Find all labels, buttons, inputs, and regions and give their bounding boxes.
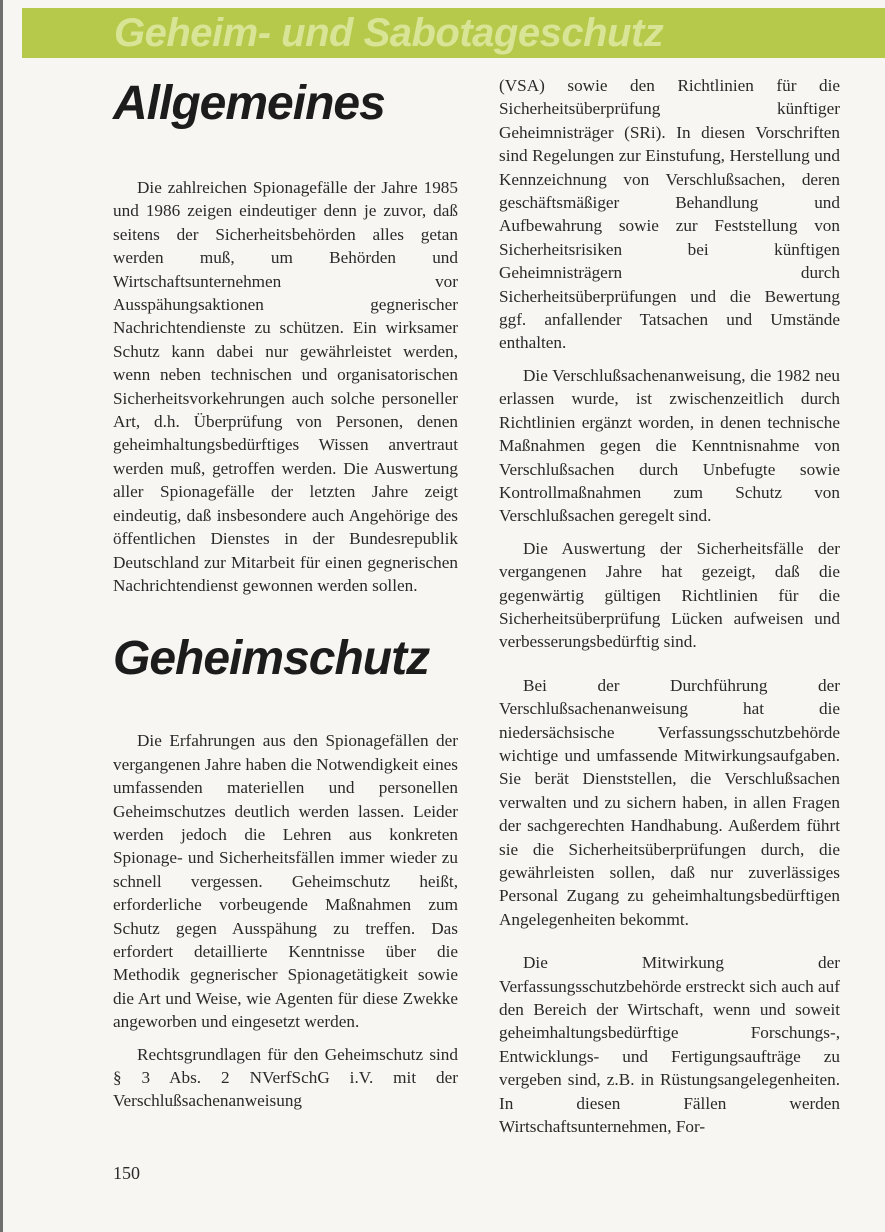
paragraph: Rechtsgrundlagen für den Geheimschutz sind § 3 Abs. 2 NVerfSchG i.V. mit der Verschlußsachenanweisung bbox=[113, 1044, 458, 1111]
paragraph: Die zahlreichen Spionagefälle der Jahre 1985 und 1986 zeigen eindeutiger denn je zuvor, daß seitens der Sicherheitsbehörden alles getan werden muß, um Behörden und Wirtschaftsunternehmen vor Ausspähungsaktionen gegnerischer Nachrichtendienste zu schützen. Ein wirksamer Schutz kann dabei nur gewährleistet werden, wenn neben technischen und organisatorischen Sicherheitsvorkehrungen auch solche personeller Art, d.h. Überprüfung von Personen, denen geheimhaltungsbedürftiges Wissen anvertraut werden muß, getroffen werden. Die Auswertung aller Spionagefälle der letzten Jahre zeigt eindeutig, daß insbesondere auch Angehörige des öffentlichen Dienstes in der Bundesrepublik Deutschland zur Mitarbeit für einen gegnerischen Nachrichtendienst gewonnen werden sollen. bbox=[113, 178, 458, 595]
paragraph: Die Auswertung der Sicherheitsfälle der vergangenen Jahre hat gezeigt, daß die gegenwärtig gültigen Richtlinien für die Sicherheitsüberprüfung Lücken aufweisen und verbesserungsbedürftig sind. bbox=[499, 538, 840, 652]
page-number: 150 bbox=[113, 1163, 140, 1183]
paragraph: Bei der Durchführung der Verschlußsachenanweisung hat die niedersächsische Verfassungsschutzbehörde wichtige und umfassende Mitwirkungsaufgaben. Sie berät Dienststellen, die Verschlußsachen verwalten und zu sichern haben, in allen Fragen der sachgerechten Handhabung. Außerdem führt sie die Sicherheitsüberprüfungen durch, die gewährleisten sollen, daß nur zuverlässiges Personal Zugang zu geheimhaltungsbedürftigen Angelegenheiten bekommt. bbox=[499, 675, 840, 929]
section-title: Geheim- und Sabotageschutz bbox=[114, 11, 664, 55]
left-column bbox=[113, 70, 458, 1113]
heading-geheimschutz: Geheimschutz bbox=[113, 632, 430, 686]
paragraph: Die Verschlußsachenanweisung, die 1982 neu erlassen wurde, ist zwischenzeitlich durch Richtlinien ergänzt worden, in denen technische Maßnahmen gegen die Kenntnisnahme von Verschlußsachen durch Unbefugte sowie Kontrollmaßnahmen zum Schutz von Verschlußsachen geregelt sind. bbox=[499, 365, 840, 526]
page-edge bbox=[0, 0, 3, 1232]
paragraph: (VSA) sowie den Richtlinien für die Sicherheitsüberprüfung künftiger Geheimnisträger (SRi). In diesen Vorschriften sind Regelungen zur Einstufung, Herstellung und Kennzeichnung von Verschlußsachen, deren geschäftsmäßiger Behandlung und Aufbewahrung sowie zur Feststellung von Sicherheitsrisiken bei künftigen Geheimnisträgern durch Sicherheitsüberprüfungen und die Bewertung ggf. anfallender Tatsachen und Umstände enthalten. bbox=[499, 76, 840, 353]
paragraph: Die Mitwirkung der Verfassungsschutzbehörde erstreckt sich auch auf den Bereich der Wirtschaft, wenn und soweit geheimhaltungsbedürftige Forschungs-, Entwicklungs- und Fertigungsaufträge zu vergeben sind, z.B. in Rüstungsangelegenheiten. In diesen Fällen werden Wirtschaftsunternehmen, For- bbox=[499, 953, 840, 1137]
paragraph: Die Erfahrungen aus den Spionagefällen der vergangenen Jahre haben die Notwendigkeit eines umfassenden materiellen und personellen Geheimschutzes deutlich werden lassen. Leider werden jedoch die Lehren aus konkreten Spionage- und Sicherheitsfällen immer wieder zu schnell vergessen. Geheimschutz heißt, erforderliche vorbeugende Maßnahmen zum Schutz gegen Ausspähung zu treffen. Das erfordert detaillierte Kenntnisse über die Methodik gegnerischer Spionagetätigkeit sowie die Art und Weise, wie Agenten für diese Zwekke angeworben und eingesetzt werden. bbox=[113, 731, 458, 1032]
section-banner bbox=[22, 8, 885, 58]
right-column bbox=[499, 74, 840, 1138]
heading-allgemeines: Allgemeines bbox=[113, 77, 385, 130]
